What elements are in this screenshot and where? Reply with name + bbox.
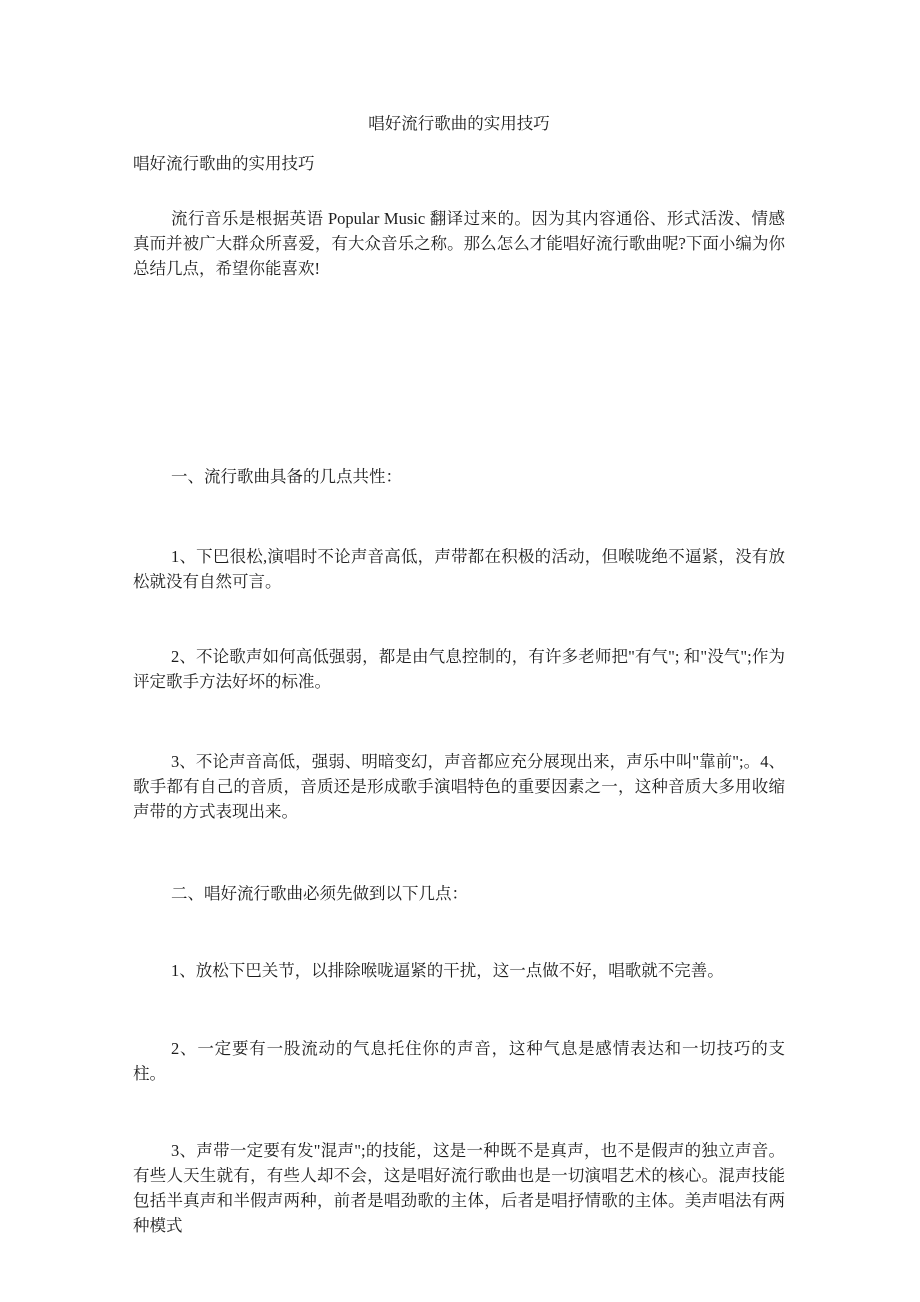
section-one-heading: 一、流行歌曲具备的几点共性： (171, 467, 402, 486)
document-title: 唱好流行歌曲的实用技巧 (368, 114, 550, 133)
section-one-paragraph-1: 1、下巴很松,演唱时不论声音高低，声带都在积极的活动，但喉咙绝不逼紧，没有放松就没有自然可言。 (133, 547, 785, 591)
section-two-paragraph-1: 1、放松下巴关节，以排除喉咙逼紧的干扰，这一点做不好，唱歌就不完善。 (171, 961, 724, 980)
section-one-paragraph-2: 2、不论歌声如何高低强弱，都是由气息控制的，有许多老师把"有气"; 和"没气";作为评定歌手方法好坏的标准。 (133, 647, 785, 691)
section-two-paragraph-2: 2、一定要有一股流动的气息托住你的声音，这种气息是感情表达和一切技巧的支柱。 (133, 1039, 785, 1083)
document-subtitle: 唱好流行歌曲的实用技巧 (133, 154, 315, 173)
section-two-heading: 二、唱好流行歌曲必须先做到以下几点： (171, 884, 468, 903)
intro-paragraph: 流行音乐是根据英语 Popular Music 翻译过来的。因为其内容通俗、形式活泼、情感真而并被广大群众所喜爱，有大众音乐之称。那么怎么才能唱好流行歌曲呢?下面小编为你总结几点，希望你能喜欢! (133, 209, 785, 278)
document-content (0, 111, 920, 1238)
section-two-paragraph-3: 3、声带一定要有发"混声";的技能，这是一种既不是真声，也不是假声的独立声音。有些人天生就有，有些人却不会，这是唱好流行歌曲也是一切演唱艺术的核心。混声技能包括半真声和半假声两种，前者是唱劲歌的主体，后者是唱抒情歌的主体。美声唱法有两种模式 (133, 1141, 785, 1235)
section-one-paragraph-3: 3、不论声音高低，强弱、明暗变幻，声音都应充分展现出来，声乐中叫"靠前";。4、歌手都有自己的音质，音质还是形成歌手演唱特色的重要因素之一，这种音质大多用收缩声带的方式表现出来。 (133, 752, 785, 821)
